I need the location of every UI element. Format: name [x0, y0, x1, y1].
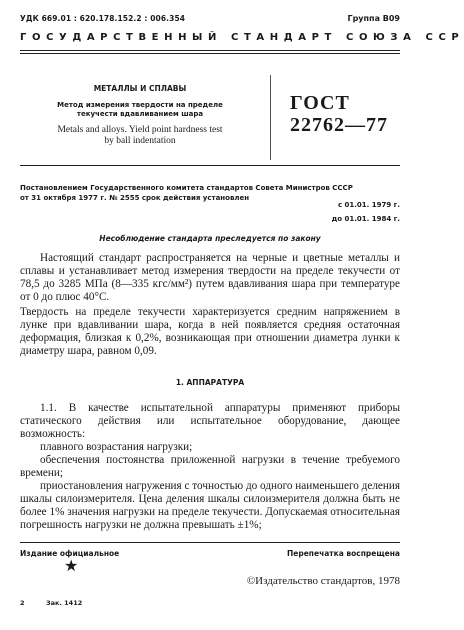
footer-rule: [20, 542, 400, 543]
list-item-smooth-load: плавного возрастания нагрузки;: [40, 441, 193, 453]
star-icon: ★: [64, 558, 79, 575]
standard-title-en: [20, 125, 260, 147]
standard-title-ru: МЕТАЛЛЫ И СПЛАВЫ: [93, 84, 187, 93]
section-heading: 1. АППАРАТУРА: [175, 378, 245, 387]
gost-label: ГОСТ: [290, 92, 350, 114]
method-title-line1: Метод измерения твердости на пределе: [57, 101, 223, 109]
title-en-line2: by ball indentation: [104, 136, 176, 146]
clause-1-1: 1.1. В качестве испытательной аппаратуры применяют приборы статического действия или испытательное оборудование, дающее возможность:: [20, 402, 400, 440]
intro-paragraph: Настоящий стандарт распространяется на черные и цветные металлы и сплавы и устанавливает метод измерения твердости на пределе текучести от 78,5 до 3285 МПа (8—335 кгс/мм²) путем вдавливания шара при температуре от 0 до плюс 40°С.: [20, 252, 400, 303]
hardness-paragraph: Твердость на пределе текучести характеризуется средним напряжением в лунке при вдавливании шара, когда в ней появляется средняя остаточная деформация, близкая к 0,2%, возникающая при отношении диаметра лунки к диаметру шара, равном 0,09.: [20, 306, 400, 357]
gost-designation: [290, 92, 388, 136]
reprint-prohibited-label: Перепечатка воспрещена: [286, 549, 400, 558]
decree-line2: от 31 октября 1977 г. № 2555 срок действия установлен: [20, 194, 250, 202]
order-number: Зак. 1412: [46, 599, 83, 607]
effective-date-to: до 01.01. 1984 г.: [331, 215, 400, 223]
method-title: [20, 101, 260, 119]
gost-number: 22762—77: [290, 114, 388, 136]
title-divider: [270, 75, 271, 160]
official-edition-label: Издание официальное: [20, 549, 120, 558]
header-rule-top: [20, 50, 400, 51]
state-standard-title: ГОСУДАРСТВЕННЫЙ СТАНДАРТ СОЮЗА ССР: [20, 32, 464, 43]
udk-code: УДК 669.01 : 620.178.152.2 : 006.354: [20, 14, 186, 23]
decree-line1: Постановлением Государственного комитета стандартов Совета Министров СССР: [20, 184, 353, 192]
list-item-load-accuracy: приостановления нагружения с точностью до одного наименьшего деления шкалы силоизмерителя. Цена деления шкалы силоизмерителя должна быть не более 1% значения нагрузки на пределе текучести. Допускаемая относительная погрешность нагрузки не должна превышать ±1%;: [20, 480, 400, 531]
title-rule-bottom: [20, 165, 400, 166]
group-code: Группа В09: [347, 14, 400, 23]
method-title-line2: текучести вдавливанием шара: [76, 110, 204, 118]
header-rule-bottom: [20, 53, 400, 54]
copyright-notice: ©Издательство стандартов, 1978: [246, 575, 400, 587]
penalty-notice: Несоблюдение стандарта преследуется по закону: [99, 234, 321, 243]
list-item-constant-load: обеспечения постоянства приложенной нагрузки в течение требуемого времени;: [20, 454, 400, 479]
title-en-line1: Metals and alloys. Yield point hardness test: [57, 125, 223, 135]
decree-text: [20, 183, 400, 203]
page-number: 2: [20, 599, 25, 607]
effective-date-from: с 01.01. 1979 г.: [337, 201, 400, 209]
